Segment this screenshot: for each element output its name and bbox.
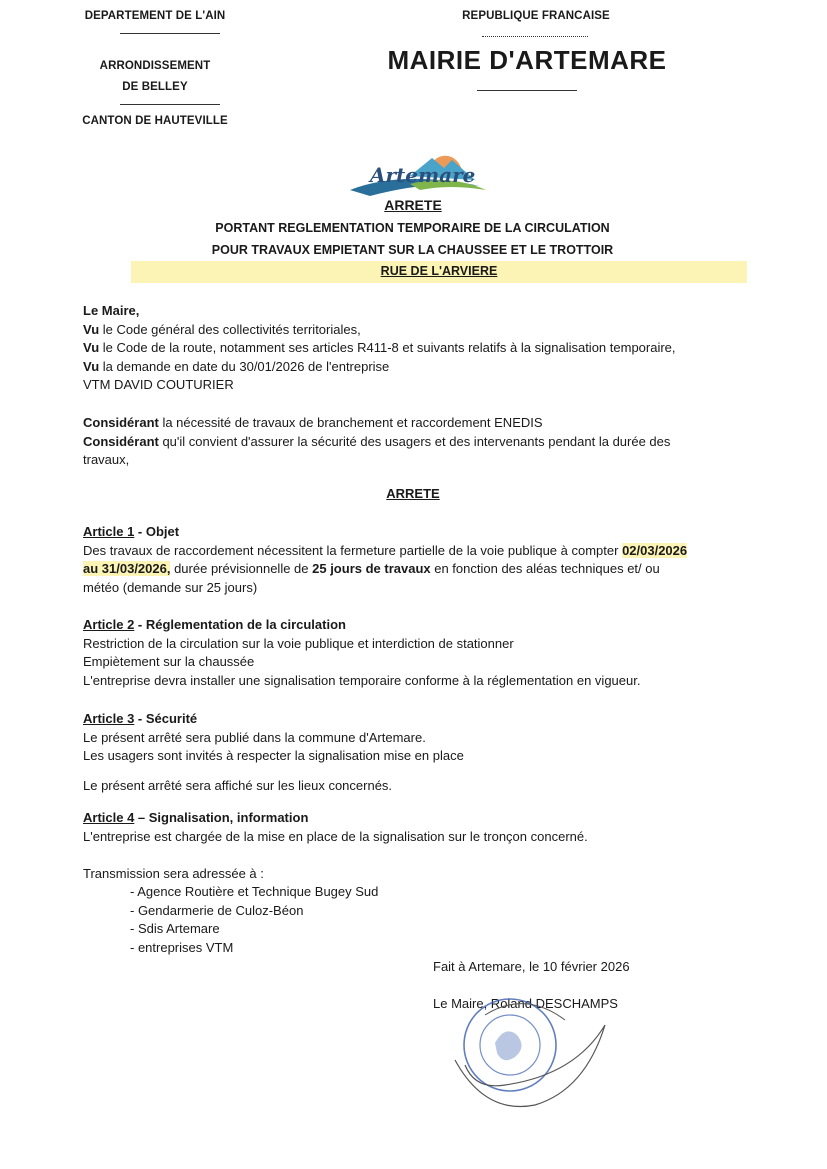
fait-a: Fait à Artemare, le 10 février 2026	[433, 959, 630, 974]
header-divider	[120, 33, 220, 34]
department-label: DEPARTEMENT DE L'AIN	[84, 10, 226, 22]
street-name: RUE DE L'ARVIERE	[380, 264, 498, 278]
arrete-heading: ARRETE	[386, 486, 440, 501]
preamble-maire: Le Maire,	[83, 303, 140, 318]
article-3-line-1: Le présent arrêté sera publié dans la commune d'Artemare.	[83, 729, 426, 745]
considerant-1: Considérant la nécessité de travaux de branchement et raccordement ENEDIS	[83, 415, 543, 430]
vu-line-1: Vu le Code général des collectivités territoriales,	[83, 321, 361, 337]
vu-line-3: Vu la demande en date du 30/01/2026 de l'entreprise	[83, 358, 390, 374]
article-2-line-2: Empiètement sur la chaussée	[83, 654, 255, 669]
stamp-emblem	[495, 1031, 522, 1060]
vu-line-2: Vu le Code de la route, notamment ses articles R411-8 et suivants relatifs à la signalisation temporaire,	[83, 340, 676, 355]
considerant-2-continued: travaux,	[83, 452, 130, 467]
article-1-heading: Article 1 - Objet	[83, 524, 180, 539]
considerant-2: Considérant qu'il convient d'assurer la sécurité des usagers et des intervenants pendant la durée des	[83, 433, 671, 449]
article-4	[83, 809, 763, 846]
title-line-1: PORTANT REGLEMENTATION TEMPORAIRE DE LA CIRCULATION	[215, 221, 610, 235]
transmission-list	[130, 883, 580, 957]
arrete-title: ARRETE	[384, 197, 442, 213]
arrondissement-label: ARRONDISSEMENT	[99, 60, 211, 72]
affichage-notice: Le présent arrêté sera affiché sur les lieux concernés.	[83, 778, 393, 793]
logo-text: Artemare	[370, 163, 476, 187]
article-2	[83, 616, 763, 690]
article-3-line-2: Les usagers sont invités à respecter la signalisation mise en place	[83, 748, 464, 763]
considerations	[83, 414, 763, 470]
article-4-heading: Article 4 – Signalisation, information	[83, 810, 309, 825]
article-2-heading: Article 2 - Réglementation de la circulation	[83, 617, 346, 632]
canton-label: CANTON DE HAUTEVILLE	[82, 115, 228, 127]
title-line-2: POUR TRAVAUX EMPIETANT SUR LA CHAUSSEE ET LE TROTTOIR	[211, 243, 614, 257]
recipient-item: - Gendarmerie de Culoz-Béon	[130, 902, 304, 918]
article-2-line-1: Restriction de la circulation sur la voie publique et interdiction de stationner	[83, 635, 514, 651]
header-divider	[120, 104, 220, 105]
recipient-item: - Sdis Artemare	[130, 921, 220, 936]
article-1-text: Des travaux de raccordement nécessitent la fermeture partielle de la voie publique à compter 02/03/2026 au 31/03/2026, durée prévisionnelle de 25 jours de travaux en fonction des aléas techniques et/ ou météo (demande sur 25 jours)	[83, 542, 688, 595]
article-2-line-3: L'entreprise devra installer une signalisation temporaire conforme à la réglementation en vigueur.	[83, 672, 641, 688]
recipient-item: - Agence Routière et Technique Bugey Sud	[130, 884, 379, 899]
artemare-logo	[340, 150, 490, 200]
article-3-heading: Article 3 - Sécurité	[83, 711, 198, 726]
header-divider	[482, 36, 588, 37]
article-1	[83, 523, 763, 597]
mayor-stamp	[445, 995, 615, 1120]
header-divider	[477, 90, 577, 91]
mayor-name: Le Maire, Roland DESCHAMPS	[433, 996, 618, 1011]
mairie-title: MAIRIE D'ARTEMARE	[387, 45, 667, 75]
signature-scribble	[455, 1025, 605, 1107]
preamble	[83, 302, 763, 395]
arrondissement-name: DE BELLEY	[122, 81, 188, 93]
article-4-line-1: L'entreprise est chargée de la mise en place de la signalisation sur le tronçon concerné.	[83, 828, 588, 844]
recipient-item: - entreprises VTM	[130, 939, 234, 955]
republic-label: REPUBLIQUE FRANCAISE	[462, 10, 610, 22]
company-name: VTM DAVID COUTURIER	[83, 377, 234, 392]
article-3	[83, 710, 763, 766]
transmission-intro: Transmission sera adressée à :	[83, 866, 264, 881]
